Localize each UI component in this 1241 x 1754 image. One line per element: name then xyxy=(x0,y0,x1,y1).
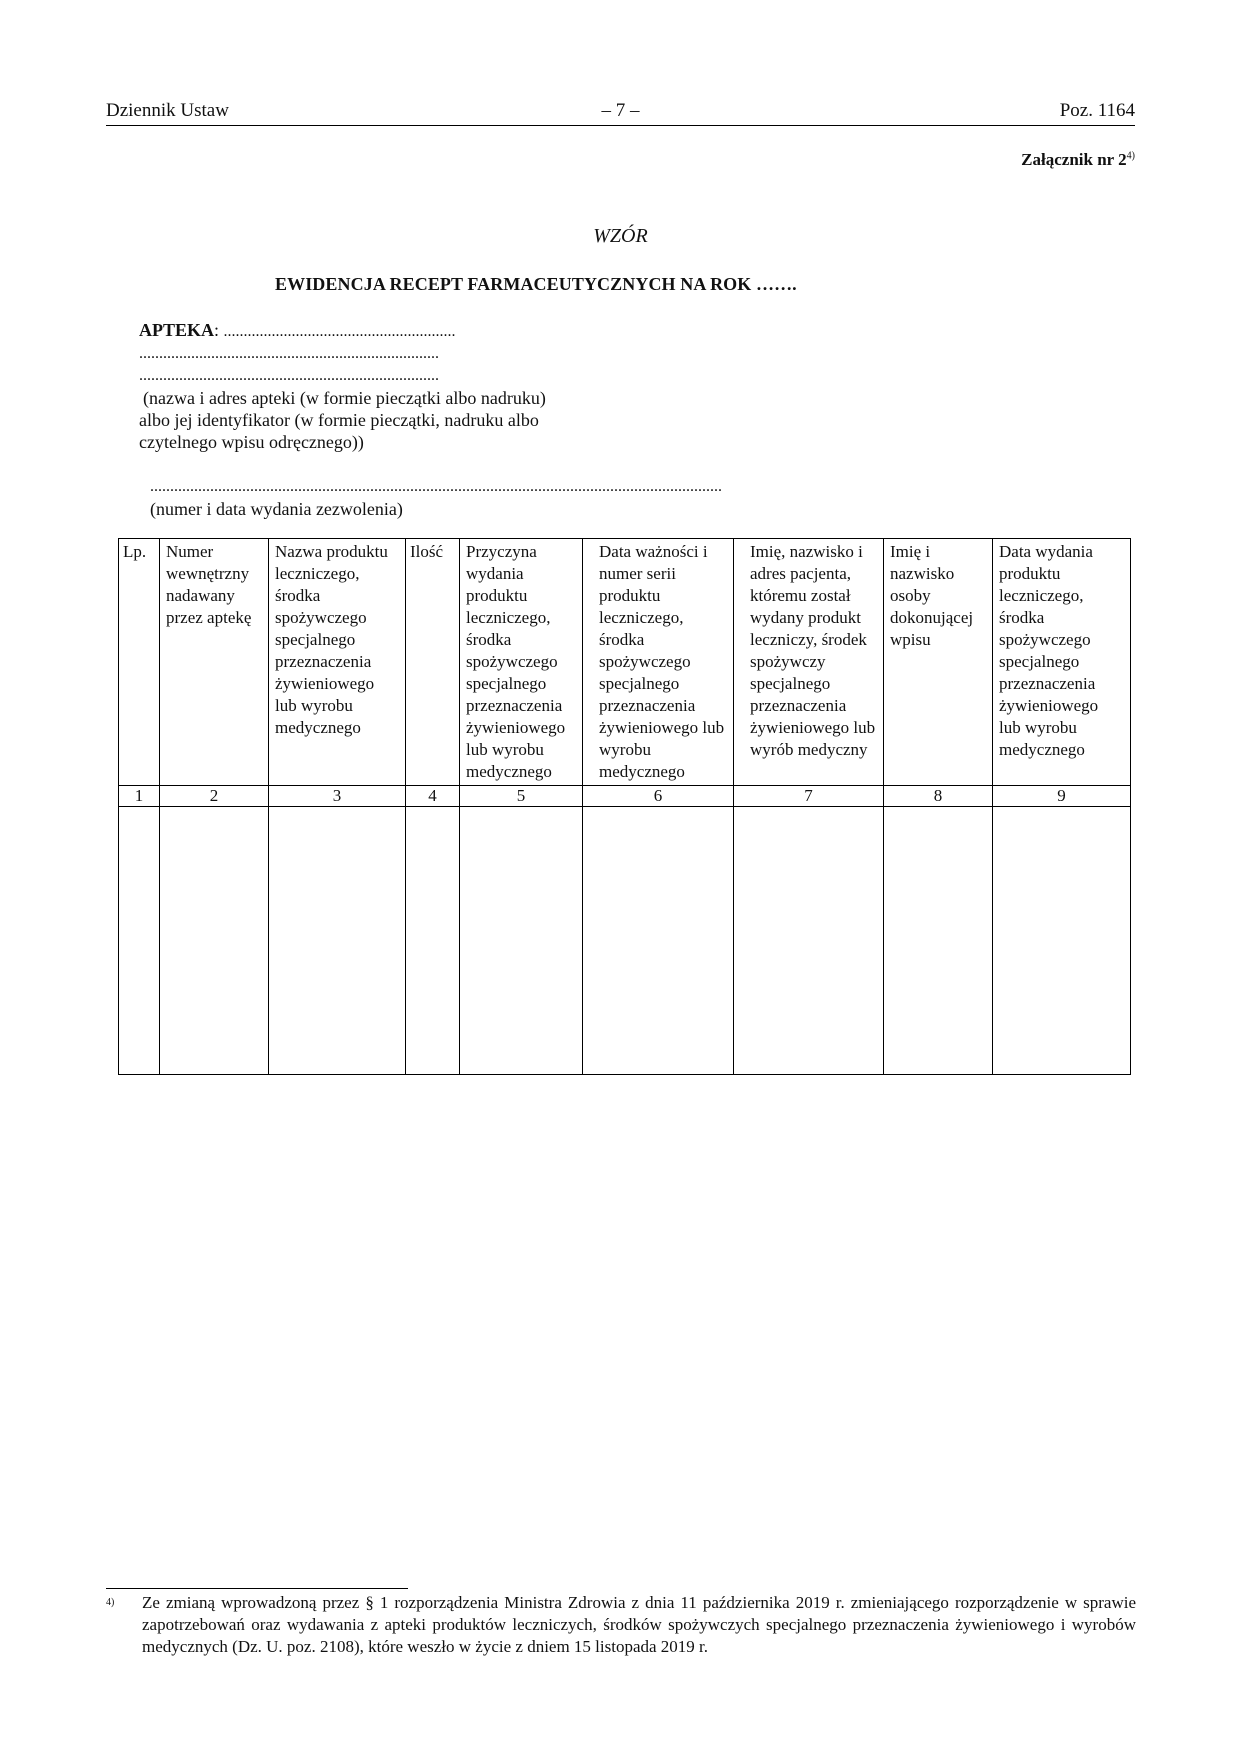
column-number: 2 xyxy=(160,786,269,807)
footnote-mark: 4) xyxy=(106,1597,115,1608)
header-cell-product-name: Nazwa produktu leczniczego, środka spożywczego specjalnego przeznaczenia żywieniowego lub wyrobu medycznego xyxy=(269,539,406,786)
journal-name: Dziennik Ustaw xyxy=(106,100,229,121)
document-title: EWIDENCJA RECEPT FARMACEUTYCZNYCH NA ROK ……. xyxy=(275,274,797,294)
permit-dots: ............................................................................................................................................... xyxy=(150,478,722,495)
pharmacy-colon: : xyxy=(214,320,220,340)
annex-text: Załącznik nr 2 xyxy=(1021,150,1127,169)
pharmacy-dots-2: ........................................................................... xyxy=(139,345,439,362)
permit-block xyxy=(150,476,722,520)
annex-footnote-ref: 4) xyxy=(1126,150,1135,162)
template-label: WZÓR xyxy=(593,225,648,247)
header-cell-patient: Imię, nazwisko i adres pacjenta, któremu został wydany produkt leczniczy, środek spożywczy specjalnego przeznaczenia żywieniowego lub wyrób medyczny xyxy=(734,539,884,786)
header-cell-issue-date: Data wydania produktu leczniczego, środka spożywczego specjalnego przeznaczenia żywieniowego lub wyrobu medycznego xyxy=(993,539,1131,786)
empty-cell xyxy=(884,807,993,1075)
pharmacy-note-3: czytelnego wpisu odręcznego)) xyxy=(139,432,364,452)
empty-cell xyxy=(734,807,884,1075)
column-number: 3 xyxy=(269,786,406,807)
pharmacy-note-2: albo jej identyfikator (w formie pieczątki, nadruku albo xyxy=(139,410,539,430)
column-number: 1 xyxy=(119,786,160,807)
column-number-row xyxy=(119,786,1131,807)
header-cell-entry-person: Imię i nazwisko osoby dokonującej wpisu xyxy=(884,539,993,786)
column-number: 8 xyxy=(884,786,993,807)
footnote xyxy=(106,1592,1136,1658)
page-number: – 7 – xyxy=(601,100,640,121)
column-number: 6 xyxy=(583,786,734,807)
pharmacy-dots-3: ........................................................................... xyxy=(139,367,439,384)
table-header-row xyxy=(119,539,1131,786)
empty-cell xyxy=(993,807,1131,1075)
header-cell-reason: Przyczyna wydania produktu leczniczego, środka spożywczego specjalnego przeznaczenia żywieniowego lub wyrobu medycznego xyxy=(460,539,583,786)
empty-entry-row xyxy=(119,807,1131,1075)
footnote-text: Ze zmianą wprowadzoną przez § 1 rozporządzenia Ministra Zdrowia z dnia 11 października 2019 r. zmieniającego rozporządzenie w sprawie zapotrzebowań oraz wydawania z apteki produktów leczniczych, środków spożywczych specjalnego przeznaczenia żywieniowego i wyrobów medycznych (Dz. U. poz. 2108), które weszło w życie z dniem 15 listopada 2019 r. xyxy=(142,1593,1136,1656)
header-cell-lp: Lp. xyxy=(119,539,160,786)
column-number: 7 xyxy=(734,786,884,807)
prescription-register-table xyxy=(118,538,1131,1075)
header-cell-quantity: Ilość xyxy=(406,539,460,786)
column-number: 9 xyxy=(993,786,1131,807)
column-number: 5 xyxy=(460,786,583,807)
empty-cell xyxy=(406,807,460,1075)
pharmacy-label: APTEKA xyxy=(139,320,215,340)
pharmacy-block xyxy=(139,319,546,453)
pharmacy-note-1: (nazwa i adres apteki (w formie pieczątki albo nadruku) xyxy=(143,388,546,408)
annex-label xyxy=(1021,150,1135,170)
header-cell-expiry-series: Data ważności i numer serii produktu leczniczego, środka spożywczego specjalnego przeznaczenia żywieniowego lub wyrobu medycznego xyxy=(583,539,734,786)
position-number: Poz. 1164 xyxy=(1059,100,1135,121)
pharmacy-dots-1: .......................................................... xyxy=(223,323,456,340)
empty-cell xyxy=(269,807,406,1075)
empty-cell xyxy=(160,807,269,1075)
header-rule xyxy=(106,125,1135,126)
footnote-rule xyxy=(106,1588,408,1589)
column-number: 4 xyxy=(406,786,460,807)
header-cell-internal-number: Numer wewnętrzny nadawany przez aptekę xyxy=(160,539,269,786)
empty-cell xyxy=(460,807,583,1075)
permit-note: (numer i data wydania zezwolenia) xyxy=(150,499,403,519)
empty-cell xyxy=(583,807,734,1075)
empty-cell xyxy=(119,807,160,1075)
